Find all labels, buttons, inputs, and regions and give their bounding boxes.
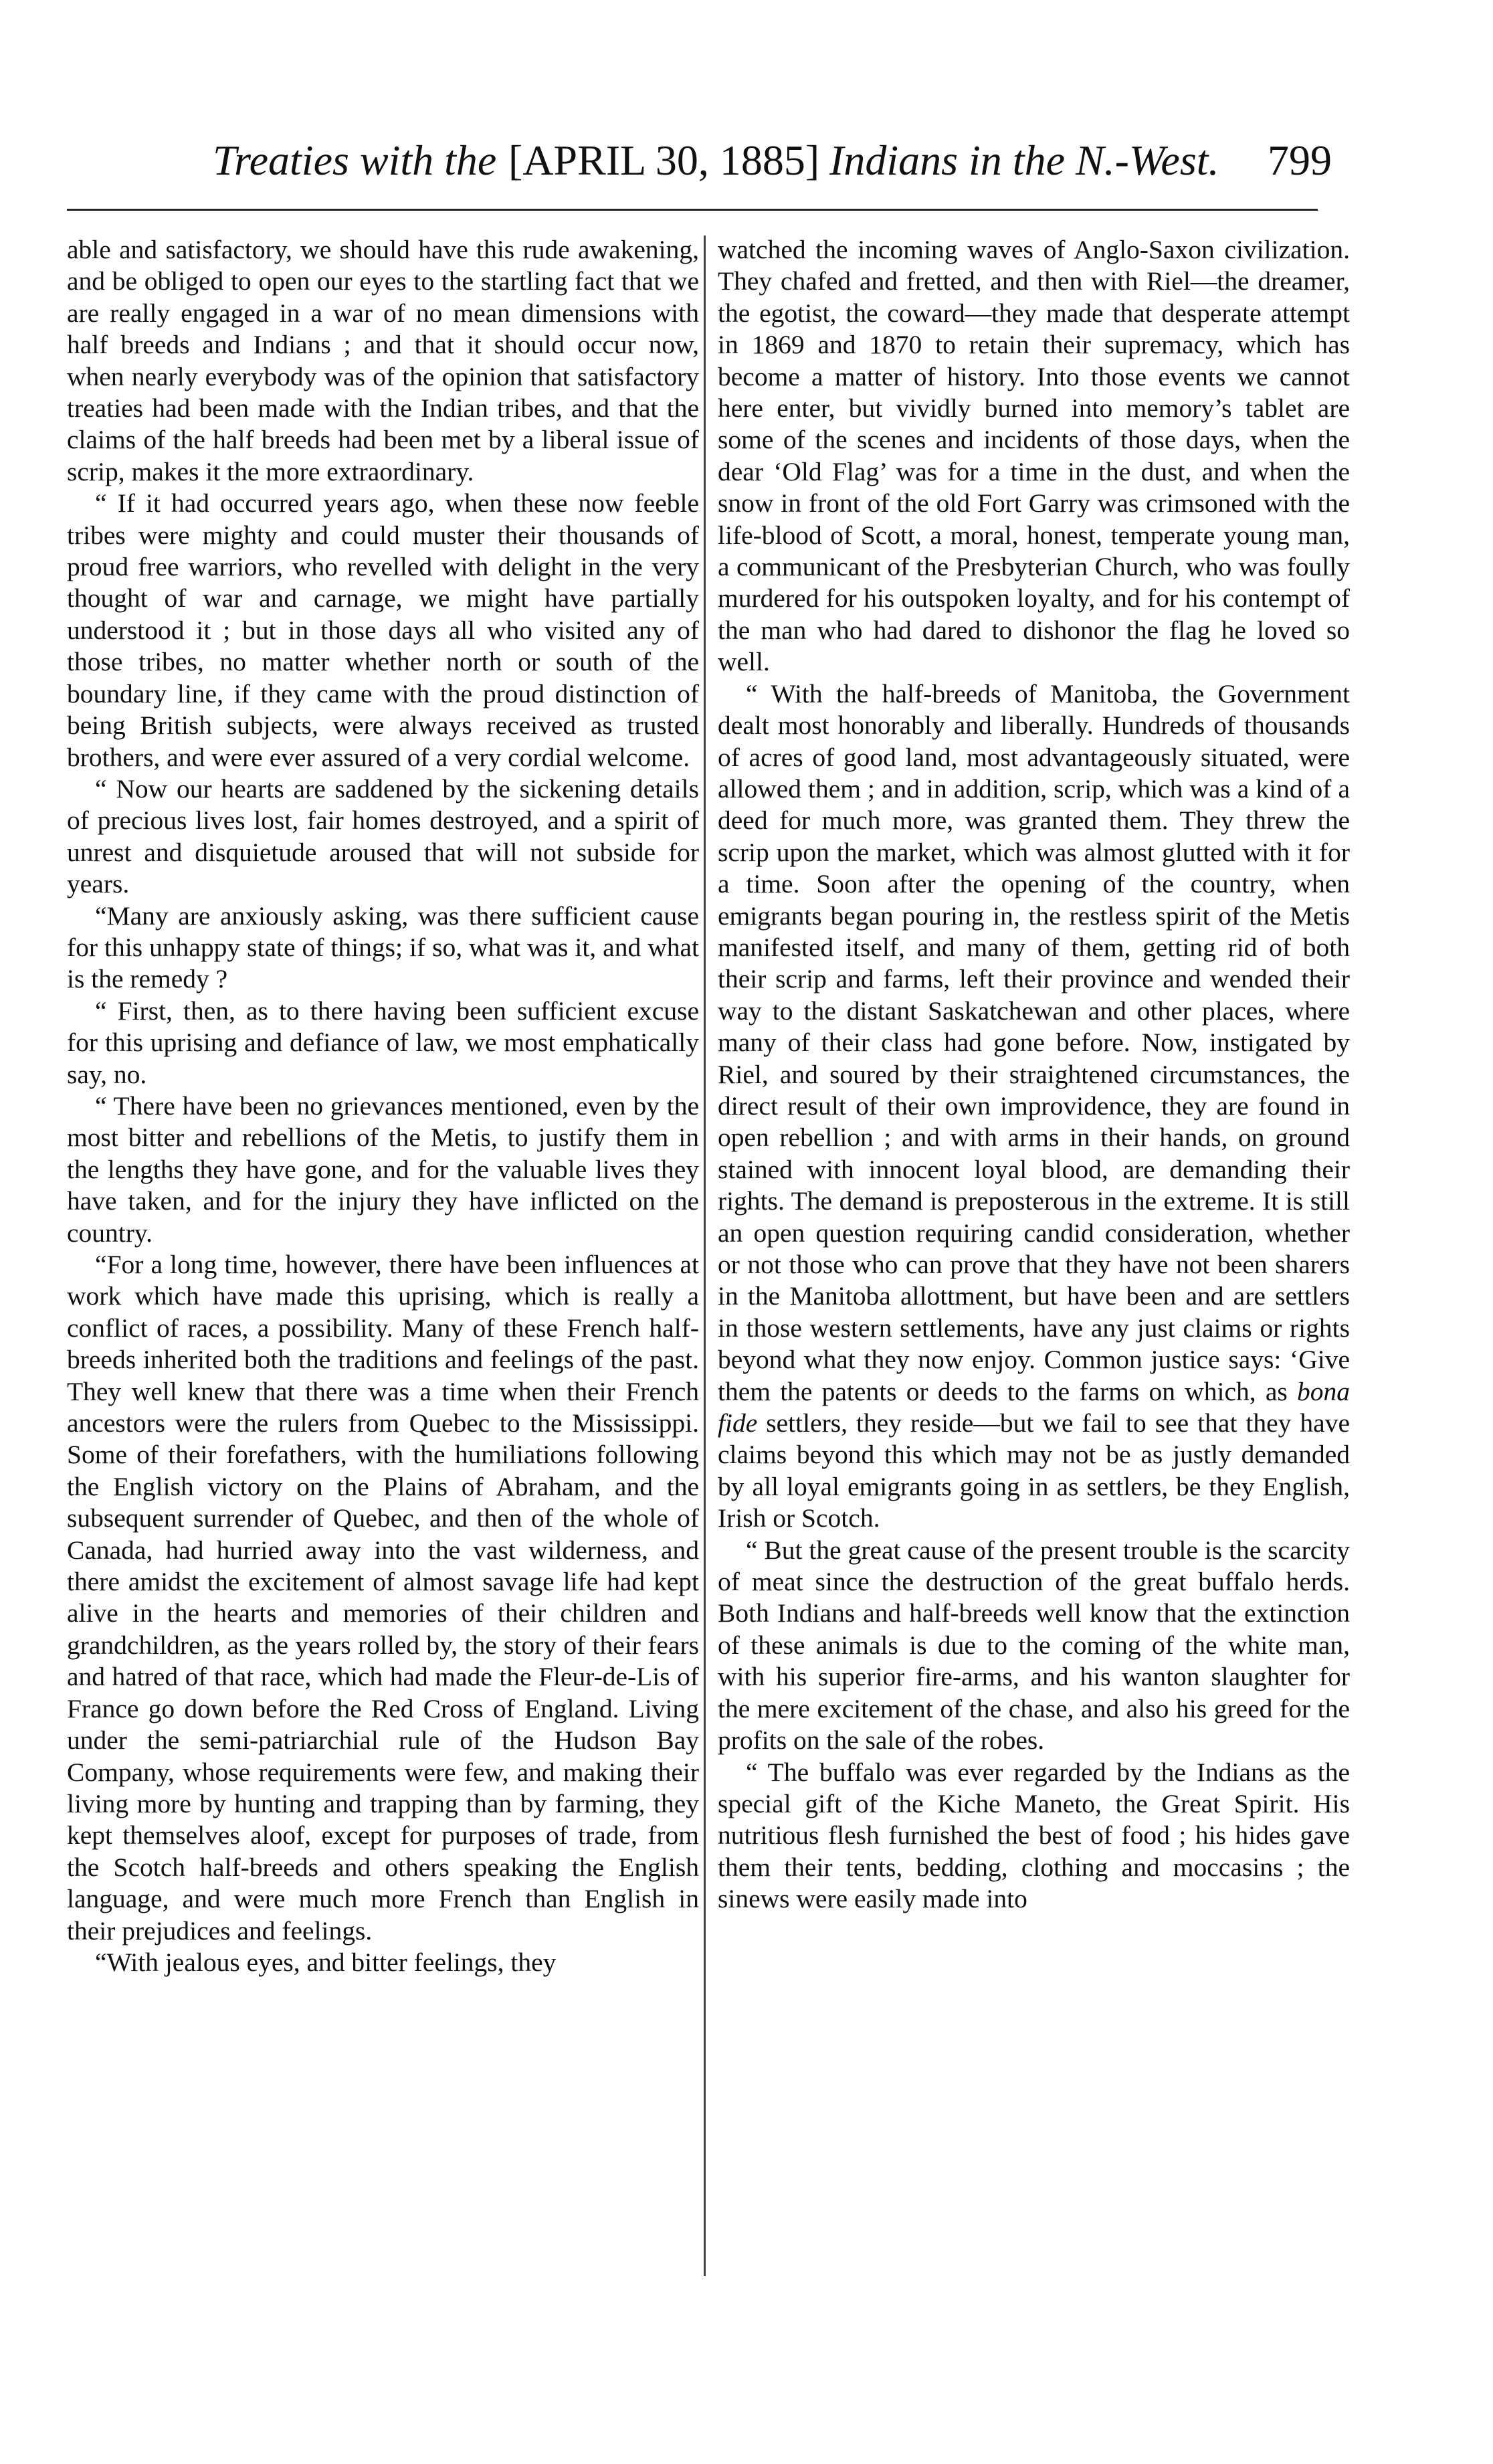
paragraph-text: “ With the half-breeds of Manitoba, the Government dealt most honorably and liberally. Hundreds of thousands of acres of good land, most advantageously situated, were allowed them ; and in addition, scrip, which was a kind of a deed for much more, was granted them. They threw the scrip upon the market, which was almost glutted with it for a time. Soon after the opening of the country, when emigrants began pouring in, the restless spirit of the Metis manifested itself, and many of them, getting rid of both their scrip and farms, left their province and wended their way to the distant Saskatchewan and other places, where many of their class had gone before. Now, instigated by Riel, and soured by their straightened circumstances, the direct result of their own improvidence, they are found in open rebellion ; and with arms in their hands, on ground stained with innocent loyal blood, are demanding their rights. The demand is preposterous in the extreme. It is still an open question requiring candid consideration, whether or not those who can prove that they have not been sharers in the Manitoba allottment, but have been and are settlers in those western settlements, have any just claims or rights beyond what they now enjoy. Common justice says: ‘Give them the patents or deeds to the farms on which, as [718,678,1350,1406]
paragraph: “ There have been no grievances mentioned, even by the most bitter and rebellions of the Metis, to justify them in the lengths they have gone, and for the valuable lives they have taken, and for the injury they have inflicted on the country. [67,1091,699,1248]
paragraph: “For a long time, however, there have been influences at work which have made this uprising, which is really a conflict of races, a possibility. Many of these French half-breeds inherited both the traditions and feelings of the past. They well knew that there was a time when their French ancestors were the rulers from Quebec to the Mississippi. Some of their forefathers, with the humiliations following the English victory on the Plains of Abraham, and the subsequent surrender of Quebec, and then of the whole of Canada, had hurried away into the vast wilderness, and there amidst the excitement of almost savage life had kept alive in the hearts and memories of their children and grandchildren, as the years rolled by, the story of their fears and hatred of that race, which had made the Fleur-de-Lis of France go down before the Red Cross of England. Living under the semi-patriarchial rule of the Hudson Bay Company, whose requirements were few, and making their living more by hunting and trapping than by farming, they kept themselves aloof, except for purposes of trade, from the Scotch half-breeds and others speaking the English language, and were much more French than English in their prejudices and feelings. [67,1250,699,1946]
paragraph: “ But the great cause of the present trouble is the scarcity of meat since the destruction of the great buffalo herds. Both Indians and half-breeds well know that the extinction of these animals is due to the coming of the white man, with his superior fire-arms, and his wanton slaughter for the mere excitement of the chase, and also his greed for the profits on the sale of the robes. [718,1535,1350,1756]
header-rule [67,209,1318,211]
issue-date: [APRIL 30, 1885] [508,136,820,184]
paragraph: “ The buffalo was ever regarded by the Indians as the special gift of the Kiche Maneto, the Great Spirit. His nutritious flesh furnished the best of food ; his hides gave them their tents, bedding, clothing and moccasins ; the sinews were easily made into [718,1757,1350,1914]
paragraph: “ Now our hearts are saddened by the sickening details of precious lives lost, fair homes destroyed, and a spirit of unrest and disquietude aroused that will not subside for years. [67,773,699,899]
paragraph-text: settlers, they reside—but we fail to see that they have claims beyond this which may not be as justly demanded by all loyal emigrants going in as settlers, be they English, Irish or Scotch. [718,1408,1350,1533]
page-header [0,120,1493,201]
column-divider [704,235,706,2276]
italic-phrase: bona fide [718,1376,1350,1438]
paragraph: “ First, then, as to there having been sufficient excuse for this uprising and defiance of law, we most emphatically say, no. [67,996,699,1089]
paragraph: “Many are anxiously asking, was there sufficient cause for this unhappy state of things; if so, what was it, and what is the remedy ? [67,901,699,994]
running-title-right: Indians in the N.-West. [829,136,1219,184]
paragraph [718,678,1350,1535]
paragraph: able and satisfactory, we should have this rude awakening, and be obliged to open our eyes to the startling fact that we are really engaged in a war of no mean dimensions with half breeds and Indians ; and that it should occur now, when nearly everybody was of the opinion that satisfactory treaties had been made with the Indian tribes, and that the claims of the half breeds had been met by a liberal issue of scrip, makes it the more extraordinary. [67,235,699,486]
right-column [718,234,1350,1915]
paragraph: “ If it had occurred years ago, when these now feeble tribes were mighty and could muster their thousands of proud free warriors, who revelled with delight in the very thought of war and carnage, we might have partially understood it ; but in those days all who visited any of those tribes, no matter whether north or south of the boundary line, if they came with the proud distinction of being British subjects, were always received as trusted brothers, and were ever assured of a very cordial welcome. [67,488,699,772]
left-column [67,234,699,1978]
page-number: 799 [1268,136,1332,184]
paragraph: watched the incoming waves of Anglo-Saxon civilization. They chafed and fretted, and then with Riel—the dreamer, the egotist, the coward—they made that desperate attempt in 1869 and 1870 to retain their supremacy, which has become a matter of history. Into those events we cannot here enter, but vividly burned into memory’s tablet are some of the scenes and incidents of those days, when the dear ‘Old Flag’ was for a time in the dust, and when the snow in front of the old Fort Garry was crimsoned with the life-blood of Scott, a moral, honest, temperate young man, a communicant of the Presbyterian Church, who was foully murdered for his outspoken loyalty, and for his contempt of the man who had dared to dishonor the flag he loved so well. [718,235,1350,677]
running-title-left: Treaties with the [213,136,497,184]
paragraph: “With jealous eyes, and bitter feelings, they [95,1947,557,1977]
